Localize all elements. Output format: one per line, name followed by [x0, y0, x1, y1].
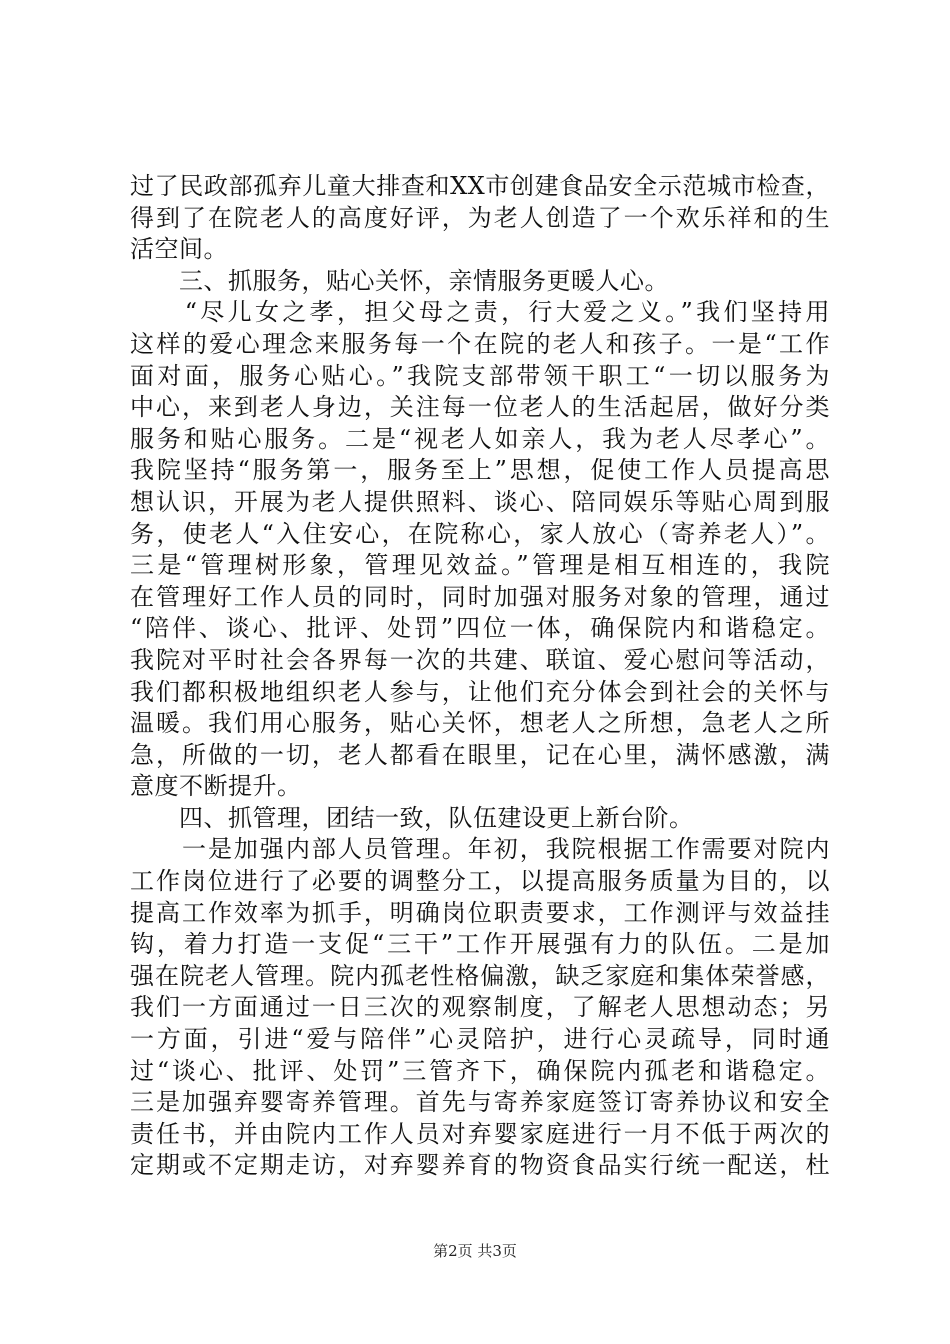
- text-line: 提高工作效率为抓手，明确岗位职责要求，工作测评与效益挂: [130, 898, 830, 927]
- text-line: 过了民政部孤弃儿童大排查和XX市创建食品安全示范城市检查，: [130, 172, 830, 200]
- text-line: 强在院老人管理。院内孤老性格偏激，缺乏家庭和集体荣誉感，: [130, 961, 830, 990]
- text-line: “陪伴、谈心、批评、处罚”四位一体，确保院内和谐稳定。: [130, 614, 830, 643]
- text-line: 中心，来到老人身边，关注每一位老人的生活起居，做好分类: [130, 393, 830, 422]
- text-line: 钩，着力打造一支促“三干”工作开展强有力的队伍。二是加: [130, 930, 830, 959]
- text-line: “尽儿女之孝，担父母之责，行大爱之义。”我们坚持用: [130, 298, 830, 327]
- text-line: 服务和贴心服务。二是“视老人如亲人，我为老人尽孝心”。: [130, 424, 830, 453]
- text-line: 定期或不定期走访，对弃婴养育的物资食品实行统一配送，杜: [130, 1151, 830, 1180]
- text-line: 我们都积极地组织老人参与，让他们充分体会到社会的关怀与: [130, 677, 830, 706]
- text-line: 我们一方面通过一日三次的观察制度，了解老人思想动态；另: [130, 993, 830, 1022]
- text-line: 三是“管理树形象，管理见效益。”管理是相互相连的，我院: [130, 551, 830, 580]
- text-line: 责任书，并由院内工作人员对弃婴家庭进行一月不低于两次的: [130, 1119, 830, 1148]
- text-line: 一方面，引进“爱与陪伴”心灵陪护，进行心灵疏导，同时通: [130, 1025, 830, 1054]
- text-line: 我院对平时社会各界每一次的共建、联谊、爱心慰问等活动，: [130, 645, 830, 674]
- text-line: 务，使老人“入住安心，在院称心，家人放心（寄养老人）”。: [130, 519, 830, 548]
- text-line: 面对面，服务心贴心。”我院支部带领干职工“一切以服务为: [130, 361, 830, 390]
- text-line: 四、抓管理，团结一致，队伍建设更上新台阶。: [130, 803, 694, 832]
- text-line: 三是加强弃婴寄养管理。首先与寄养家庭签订寄养协议和安全: [130, 1088, 830, 1117]
- text-line: 三、抓服务，贴心关怀，亲情服务更暖人心。: [130, 266, 669, 295]
- text-line: 得到了在院老人的高度好评，为老人创造了一个欢乐祥和的生: [130, 203, 830, 232]
- text-line: 这样的爱心理念来服务每一个在院的老人和孩子。一是“工作: [130, 329, 830, 358]
- text-line: 温暖。我们用心服务，贴心关怀，想老人之所想，急老人之所: [130, 709, 830, 738]
- text-line: 在管理好工作人员的同时，同时加强对服务对象的管理，通过: [130, 582, 830, 611]
- text-line: 一是加强内部人员管理。年初，我院根据工作需要对院内: [130, 835, 830, 864]
- text-line: 意度不断提升。: [130, 772, 302, 801]
- text-line: 工作岗位进行了必要的调整分工，以提高服务质量为目的，以: [130, 867, 830, 896]
- text-line: 过“谈心、批评、处罚”三管齐下，确保院内孤老和谐稳定。: [130, 1056, 830, 1085]
- document-body: [130, 171, 830, 1182]
- text-line: 想认识，开展为老人提供照料、谈心、陪同娱乐等贴心周到服: [130, 487, 830, 516]
- page-footer: 第2页 共3页: [433, 1242, 517, 1260]
- text-line: 我院坚持“服务第一，服务至上”思想，促使工作人员提高思: [130, 456, 830, 485]
- text-line: 急，所做的一切，老人都看在眼里，记在心里，满怀感激，满: [130, 740, 830, 769]
- text-line: 活空间。: [130, 235, 228, 264]
